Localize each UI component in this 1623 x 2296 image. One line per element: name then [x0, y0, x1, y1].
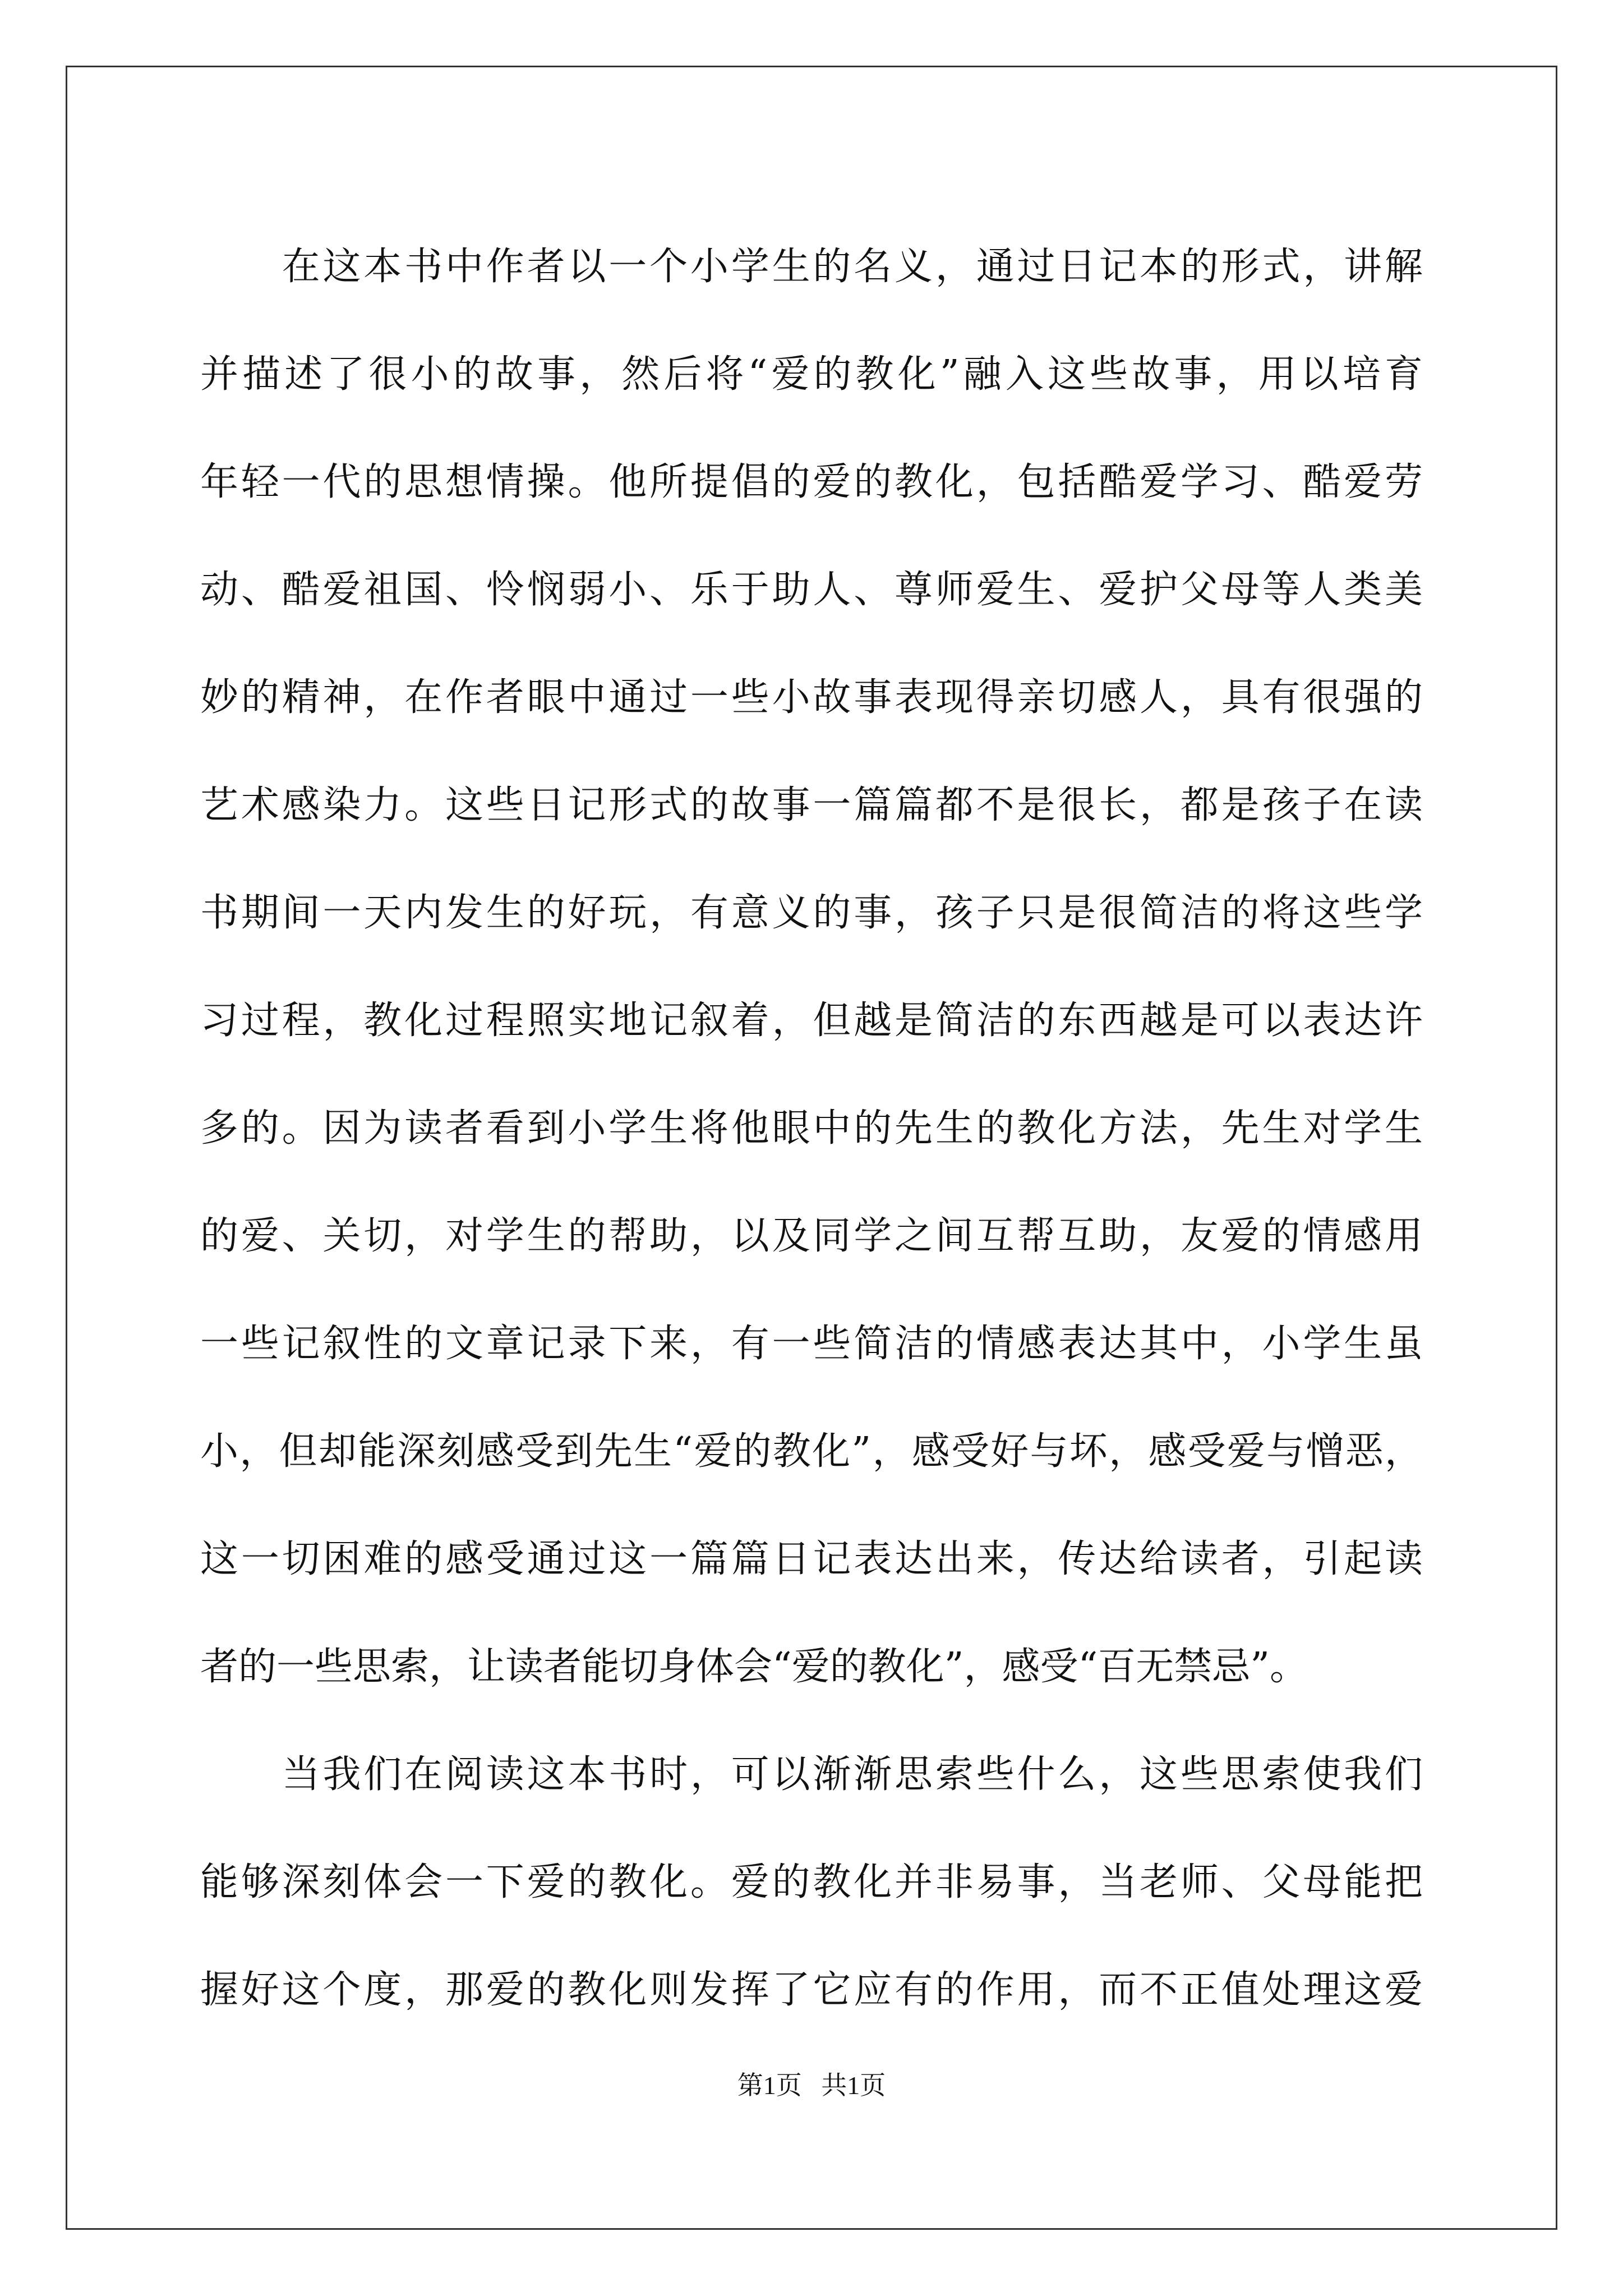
text-line: 年轻一代的思想情操。他所提倡的爱的教化，包括酷爱学习、酷爱劳 — [200, 460, 1423, 504]
text-line: 小，但却能深刻感受到先生“爱的教化”，感受好与坏，感受爱与憎恶， — [200, 1429, 1423, 1474]
text-line: 书期间一天内发生的好玩，有意义的事，孩子只是很简洁的将这些学 — [200, 891, 1423, 935]
document-body — [200, 213, 1423, 2044]
text-line: 这一切困难的感受通过这一篇篇日记表达出来，传达给读者，引起读 — [200, 1537, 1423, 1581]
text-line: 并描述了很小的故事，然后将“爱的教化”融入这些故事，用以培育 — [200, 352, 1423, 397]
text-line: 者的一些思索，让读者能切身体会“爱的教化”，感受“百无禁忌”。 — [200, 1645, 1308, 1689]
text-line: 一些记叙性的文章记录下来，有一些简洁的情感表达其中，小学生虽 — [200, 1322, 1423, 1366]
text-line: 在这本书中作者以一个小学生的名义，通过日记本的形式，讲解 — [200, 245, 1423, 289]
text-line: 习过程，教化过程照实地记叙着，但越是简洁的东西越是可以表达许 — [200, 999, 1423, 1043]
text-line: 握好这个度，那爱的教化则发挥了它应有的作用，而不正值处理这爱 — [200, 1968, 1423, 2012]
text-line: 多的。因为读者看到小学生将他眼中的先生的教化方法，先生对学生 — [200, 1106, 1423, 1151]
text-line: 艺术感染力。这些日记形式的故事一篇篇都不是很长，都是孩子在读 — [200, 783, 1423, 827]
text-line: 的爱、关切，对学生的帮助，以及同学之间互帮互助，友爱的情感用 — [200, 1214, 1423, 1258]
text-line: 当我们在阅读这本书时，可以渐渐思索些什么，这些思索使我们 — [200, 1752, 1423, 1797]
text-line: 动、酷爱祖国、怜悯弱小、乐于助人、尊师爱生、爱护父母等人类美 — [200, 568, 1423, 612]
text-line: 能够深刻体会一下爱的教化。爱的教化并非易事，当老师、父母能把 — [200, 1860, 1423, 1904]
text-line: 妙的精神，在作者眼中通过一些小故事表现得亲切感人，具有很强的 — [200, 675, 1423, 720]
page-number: 第1页 共1页 — [737, 2071, 886, 2100]
